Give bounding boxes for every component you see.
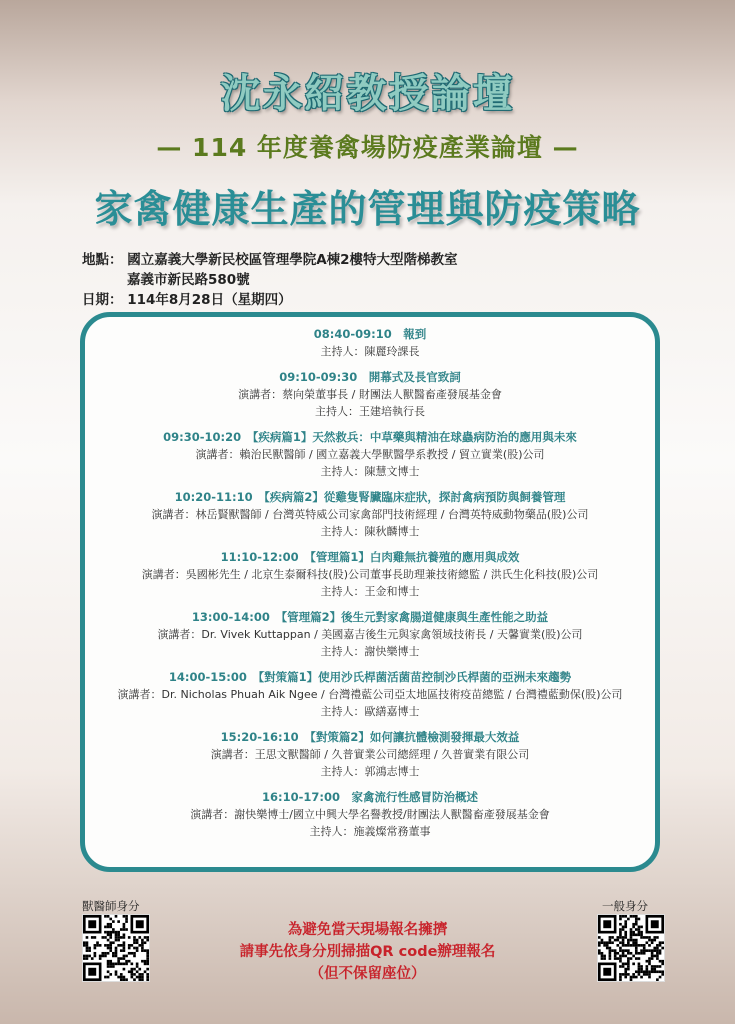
session-heading: 11:10-12:00 【管理篇1】白肉雞無抗養殖的應用與成效 <box>220 550 520 564</box>
session-detail: 演講者：Dr. Nicholas Phuah Aik Ngee / 台灣禮藍公司亞太地區技術疫苗總監 / 台灣禮藍動保(股)公司 <box>117 688 623 701</box>
session-detail: 演講者：吳國彬先生 / 北京生泰爾科技(股)公司董事長助理兼技術總監 / 洪氏生化科技(股)公司 <box>141 568 599 581</box>
session-detail: 主持人：王金和博士 <box>320 585 420 598</box>
session-detail: 主持人：陳麗玲課長 <box>320 345 420 358</box>
agenda-session <box>85 428 655 480</box>
agenda-list <box>85 325 655 848</box>
session-detail: 演講者：蔡向榮董事長 / 財團法人獸醫畜產發展基金會 <box>238 388 502 401</box>
session-detail: 演講者：謝快樂博士/國立中興大學名譽教授/財團法人獸醫畜產發展基金會 <box>190 808 550 821</box>
session-heading: 09:30-10:20 【疾病篇1】天然救兵：中草藥與精油在球蟲病防治的應用與未來 <box>163 430 577 444</box>
agenda-session <box>85 728 655 780</box>
notice-line3: （但不保留座位） <box>309 966 426 982</box>
location-row <box>82 248 458 268</box>
session-heading: 13:00-14:00 【管理篇2】後生元對家禽腸道健康與生產性能之助益 <box>191 610 549 624</box>
agenda-session <box>85 548 655 600</box>
session-heading: 09:10-09:30 開幕式及長官致詞 <box>279 370 461 384</box>
session-detail: 主持人：施義燦常務董事 <box>309 825 431 838</box>
agenda-session <box>85 668 655 720</box>
main-title: 家禽健康生產的管理與防疫策略 <box>94 187 641 231</box>
session-detail: 演講者：Dr. Vivek Kuttappan / 美國嘉吉後生元與家禽領域技術長 / 天馨實業(股)公司 <box>157 628 583 641</box>
notice-line2: 請事先依身分別掃描QR code辦理報名 <box>239 944 496 960</box>
session-detail: 演講者：王思文獸醫師 / 久普實業公司總經理 / 久普實業有限公司 <box>210 748 530 761</box>
vet-qr-label: 獸醫師身分 <box>82 899 140 913</box>
session-detail: 主持人：謝快樂博士 <box>320 645 420 658</box>
agenda-session <box>85 788 655 840</box>
session-heading: 14:00-15:00 【對策篇1】使用沙氏桿菌活菌苗控制沙氏桿菌的亞洲未來趨勢 <box>168 670 572 684</box>
notice-line1: 為避免當天現場報名擁擠 <box>287 922 448 938</box>
session-detail: 主持人：陳慧文博士 <box>320 465 420 478</box>
session-heading: 08:40-09:10 報到 <box>313 327 427 341</box>
session-detail: 主持人：郭鴻志博士 <box>320 765 420 778</box>
location-label: 地點： <box>82 252 123 268</box>
general-qr-label: 一般身分 <box>602 899 648 913</box>
agenda-session <box>85 368 655 420</box>
session-heading: 15:20-16:10 【對策篇2】如何讓抗體檢測發揮最大效益 <box>220 730 520 744</box>
agenda-box <box>80 312 660 872</box>
agenda-session <box>85 488 655 540</box>
session-detail: 演講者：賴治民獸醫師 / 國立嘉義大學獸醫學系教授 / 貿立實業(股)公司 <box>195 448 545 461</box>
date-label: 日期： <box>82 292 123 308</box>
agenda-session <box>85 608 655 660</box>
location-line2: 嘉義市新民路580號 <box>127 272 250 288</box>
location-line1: 國立嘉義大學新民校區管理學院A棟2樓特大型階梯教室 <box>127 252 458 268</box>
session-heading: 10:20-11:10 【疾病篇2】從雞隻腎臟臨床症狀，探討禽病預防與飼養管理 <box>174 490 566 504</box>
forum-title: 沈永紹教授論壇 <box>220 71 515 117</box>
session-detail: 主持人：歐繕嘉博士 <box>320 705 420 718</box>
session-detail: 主持人：陳秋麟博士 <box>320 525 420 538</box>
session-heading: 16:10-17:00 家禽流行性感冒防治概述 <box>262 790 478 804</box>
date-row <box>82 288 292 308</box>
session-detail: 演講者：林岳賢獸醫師 / 台灣英特威公司家禽部門技術經理 / 台灣英特威動物藥品(股)公司 <box>151 508 589 521</box>
forum-subtitle: — 114 年度養禽場防疫產業論壇 — <box>156 133 579 162</box>
date-value: 114年8月28日（星期四） <box>127 292 292 308</box>
session-detail: 主持人：王建培執行長 <box>315 405 425 418</box>
agenda-session <box>85 325 655 360</box>
